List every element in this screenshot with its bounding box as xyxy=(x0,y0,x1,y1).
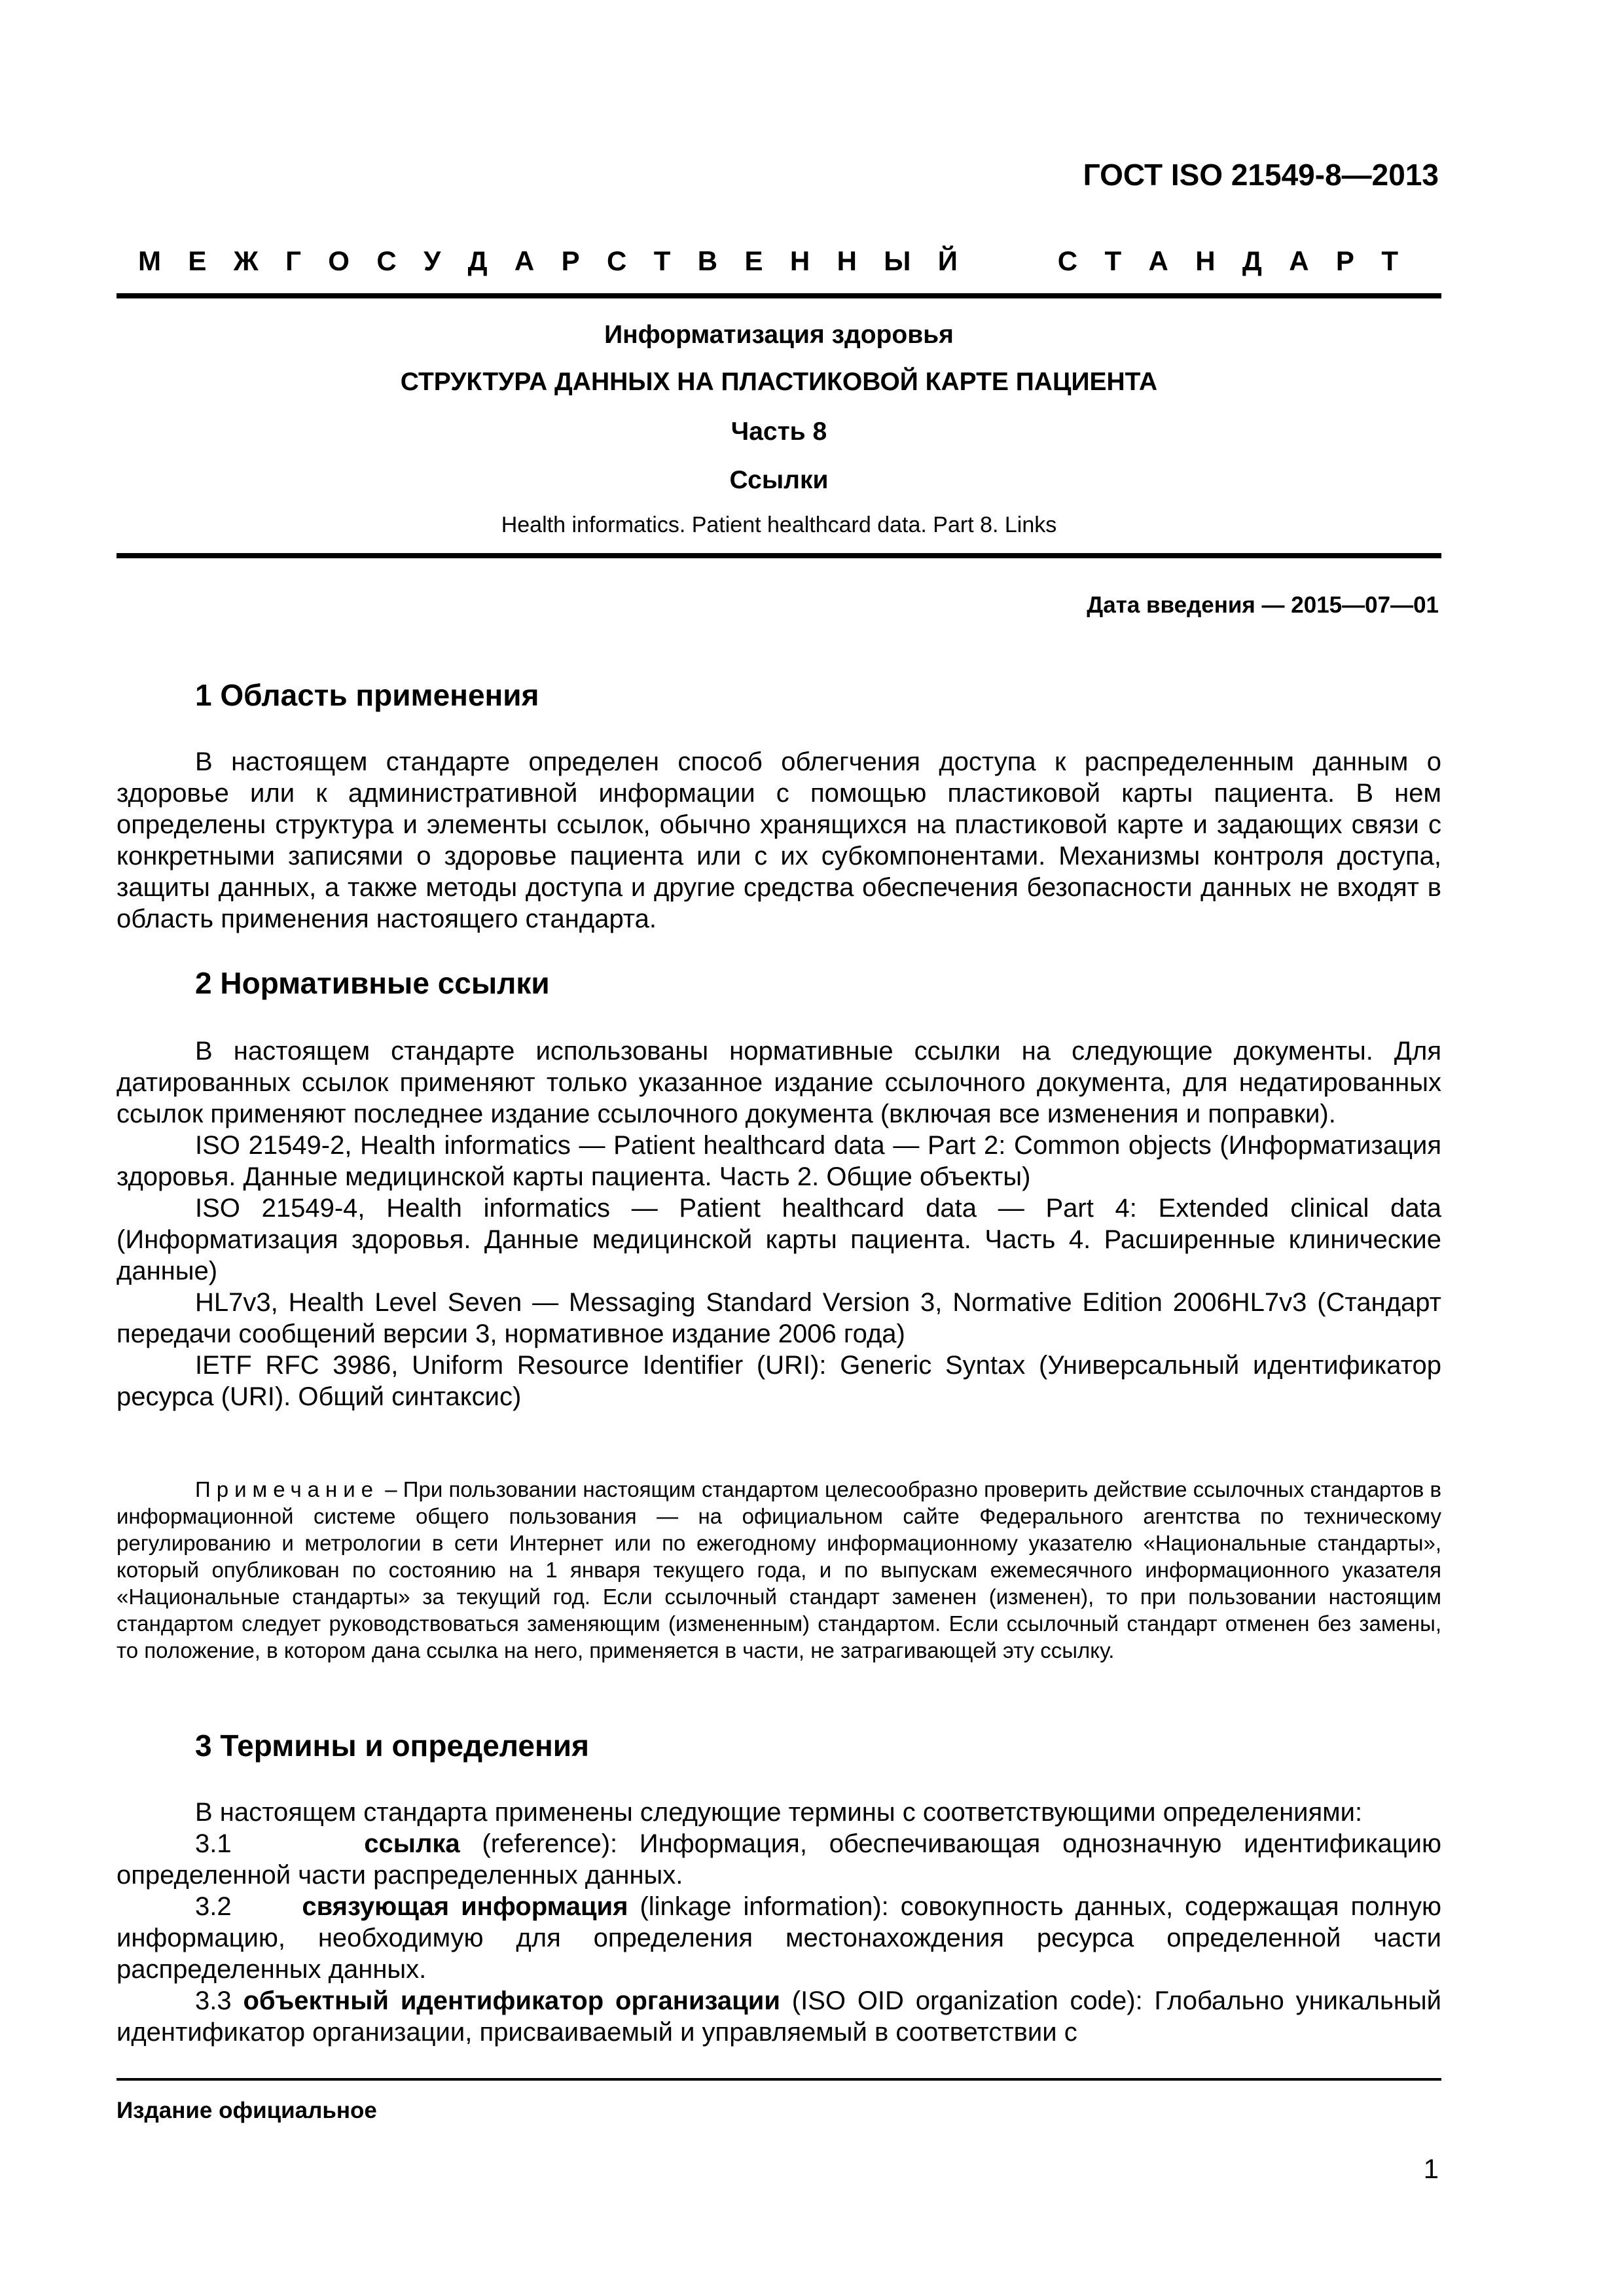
banner-letter: Р xyxy=(561,245,580,276)
banner-letter: Р xyxy=(1335,245,1354,276)
term-name: объектный идентификатор организации xyxy=(243,1986,780,2015)
section-1-heading: 1 Область применения xyxy=(195,678,539,712)
banner-gap xyxy=(984,245,1030,277)
footer-rule xyxy=(117,2078,1441,2081)
banner-letter: Т xyxy=(653,245,671,276)
banner-letter: Н xyxy=(1195,245,1216,276)
reference-hl7v3: HL7v3, Health Level Seven — Messaging Standard Version 3, Normative Edition 2006HL7v3 (Стандарт передачи сообщений версии 3, нормативное издание 2006 года) xyxy=(117,1288,1441,1348)
banner-letter: Ы xyxy=(884,245,911,276)
section-2-body xyxy=(117,1035,1441,1412)
reference-iso-21549-4: ISO 21549-4, Health informatics — Patient healthcard data — Part 4: Extended clinical data (Информатизация здоровья. Данные медицинской карты пациента. Часть 4. Расширенные клинические данные) xyxy=(117,1194,1441,1285)
term-number: 3.2 xyxy=(195,1892,232,1921)
banner-letter: Г xyxy=(285,245,301,276)
note-block xyxy=(117,1476,1441,1664)
banner-letter: Н xyxy=(789,245,810,276)
note-text: – При пользовании настоящим стандартом целесообразно проверить действие ссылочных стандартов в информационной системе общего пользования — на официальном сайте Федерального агентства по техническому регулированию и метрологии в сети Интернет или по ежегодному информационному указателю «Национальные стандарты», который опубликован по состоянию на 1 января текущего года, и по выпускам ежемесячного информационного указателя «Национальные стандарты» за текущий год. Если ссылочный стандарт заменен (изменен), то при пользовании настоящим стандартом следует руководствоваться заменяющим (измененным) стандартом. Если ссылочный стандарт отменен без замены, то положение, в котором дана ссылка на него, применяется в части, не затрагивающей эту ссылку. xyxy=(117,1477,1441,1662)
section-1-body xyxy=(117,746,1441,935)
note-paragraph xyxy=(117,1476,1441,1664)
term-number: 3.3 xyxy=(195,1986,232,2015)
title-rule xyxy=(117,553,1441,558)
section-1-paragraph: В настоящем стандарте определен способ облегчения доступа к распределенным данным о здоровье или к административной информации с помощью пластиковой карты пациента. В нем определены структура и элементы ссылок, обычно хранящихся на пластиковой карте и задающих связи с конкретными записями о здоровье пациента или с их субкомпонентами. Механизмы контроля доступа, защиты данных, а также методы доступа и другие средства обеспечения безопасности данных не входят в область применения настоящего стандарта. xyxy=(117,747,1441,933)
title-subtitle: Ссылки xyxy=(729,466,829,494)
term-definition: (linkage information): совокупность данных, содержащая полную информацию, необходимую для определения местонахождения ресурса определенной части распределенных данных. xyxy=(117,1892,1442,1984)
banner-letter: Д xyxy=(467,245,488,276)
note-label: Примечание xyxy=(195,1477,380,1501)
section-3-intro: В настоящем стандарта применены следующие термины с соответствующими определениями: xyxy=(195,1798,1363,1827)
term-3-1 xyxy=(117,1828,1441,1891)
banner-letter: А xyxy=(1148,245,1168,276)
term-name: ссылка xyxy=(364,1829,460,1858)
intro-date: Дата введения — 2015—07—01 xyxy=(1087,592,1439,618)
term-number: 3.1 xyxy=(195,1829,232,1858)
banner-letter: Ж xyxy=(233,245,259,276)
page-number: 1 xyxy=(1423,2153,1439,2184)
banner-letter: Е xyxy=(744,245,763,276)
term-definition: (ISO OID organization code): Глобально уникальный идентификатор организации, присваиваемый и управляемый в соответствии с xyxy=(117,1986,1442,2047)
banner-letter: У xyxy=(424,245,441,276)
term-3-3 xyxy=(117,1985,1441,2048)
title-domain: Информатизация здоровья xyxy=(604,321,954,349)
term-3-2 xyxy=(117,1891,1441,1985)
section-3-heading: 3 Термины и определения xyxy=(195,1729,589,1763)
term-definition: (reference): Информация, обеспечивающая однозначную идентификацию определенной части распределенных данных. xyxy=(117,1829,1441,1890)
section-2-intro: В настоящем стандарте использованы нормативные ссылки на следующие документы. Для датированных ссылок применяют только указанное издание ссылочного документа, для недатированных ссылок применяют последнее издание ссылочного документа (включая все изменения и поправки). xyxy=(117,1037,1441,1128)
banner-letter: Й xyxy=(937,245,958,276)
banner-letter: Т xyxy=(1381,245,1398,276)
banner-letter: Е xyxy=(188,245,207,276)
banner-letter: С xyxy=(1057,245,1078,276)
title-english: Health informatics. Patient healthcard data. Part 8. Links xyxy=(501,512,1057,537)
reference-rfc-3986: IETF RFC 3986, Uniform Resource Identifier (URI): Generic Syntax (Универсальный идентификатор ресурса (URI). Общий синтаксис) xyxy=(117,1351,1441,1411)
gost-code: ГОСТ ISO 21549-8—2013 xyxy=(1083,158,1439,192)
banner-letter: А xyxy=(1289,245,1309,276)
banner-letter: Н xyxy=(837,245,857,276)
term-name: связующая информация xyxy=(302,1892,628,1921)
section-3-body xyxy=(117,1797,1441,2048)
banner-letter: Д xyxy=(1242,245,1262,276)
standard-type-banner xyxy=(138,245,1398,277)
banner-letter: С xyxy=(606,245,627,276)
banner-letter: Т xyxy=(1104,245,1122,276)
banner-letter: В xyxy=(697,245,718,276)
banner-letter: А xyxy=(514,245,535,276)
section-2-heading: 2 Нормативные ссылки xyxy=(195,966,550,1000)
title-main: СТРУКТУРА ДАННЫХ НА ПЛАСТИКОВОЙ КАРТЕ ПАЦИЕНТА xyxy=(400,368,1158,396)
reference-iso-21549-2: ISO 21549-2, Health informatics — Patient healthcard data — Part 2: Common objects (Информатизация здоровья. Данные медицинской карты пациента. Часть 2. Общие объекты) xyxy=(117,1131,1441,1191)
title-part: Часть 8 xyxy=(731,418,827,446)
header-rule xyxy=(117,293,1441,298)
banner-letter: С xyxy=(376,245,397,276)
banner-letter: М xyxy=(138,245,161,276)
banner-letter: О xyxy=(328,245,350,276)
edition-label: Издание официальное xyxy=(117,2098,377,2123)
